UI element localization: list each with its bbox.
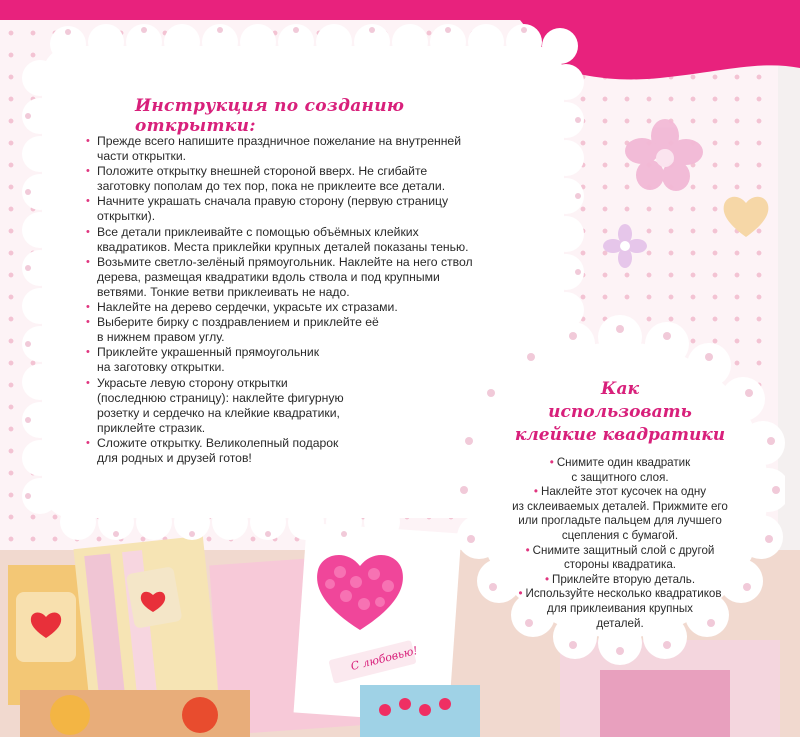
heart-icon [720, 192, 772, 240]
bullet: • [518, 587, 523, 601]
card-tag-text: С любовью! [349, 643, 419, 674]
instruction-step: • Приклейте украшенный прямоугольник на заготовку открытки. [86, 345, 526, 375]
howto-title: Как использовать клейкие квадратики [514, 379, 726, 445]
instruction-step: • Прежде всего напишите праздничное пожелание на внутренней части открытки. [86, 134, 526, 164]
howto-step-text: Приклейте вторую деталь. [552, 572, 696, 586]
howto-step-text: Наклейте этот кусочек на одну из склеиваемых деталей. Прижмите его или прогладьте пальцем для лучшего сцепления с бумагой. [512, 485, 728, 542]
bullet: • [525, 543, 530, 557]
howto-step-text: Используйте несколько квадратиков для приклеивания крупных деталей. [525, 587, 722, 630]
bullet: • [544, 572, 549, 586]
instruction-step: • Все детали приклеивайте с помощью объёмных клейких квадратиков. Места приклейки крупных деталей показаны тенью. [86, 225, 526, 255]
howto-step-text: Снимите защитный слой с другой стороны квадратика. [532, 543, 715, 572]
bullet: • [549, 456, 554, 469]
instruction-step: • Выберите бирку с поздравлением и приклейте её в нижнем правом углу. [86, 315, 526, 345]
howto-step [470, 587, 770, 631]
flower-icon [620, 118, 710, 193]
flower-icon [603, 222, 647, 270]
howto-step [470, 456, 770, 485]
instruction-step: • Украсьте левую сторону открытки (последнюю страницу): наклейте фигурную розетку и сердечко на клейкие квадратики, приклейте стразик. [86, 376, 526, 436]
bullet: • [533, 485, 538, 499]
howto-step [470, 573, 770, 588]
howto-step [470, 544, 770, 573]
instruction-step: • Положите открытку внешней стороной вверх. Не сгибайте заготовку пополам до тех пор, пока не приклеите все детали. [86, 164, 526, 194]
instruction-step: • Сложите открытку. Великолепный подарок для родных и друзей готов! [86, 436, 526, 466]
howto-step-text: Снимите один квадратик с защитного слоя. [556, 456, 691, 484]
howto-step [470, 485, 770, 543]
instruction-step: • Начните украшать сначала правую сторону (первую страницу открытки). [86, 194, 526, 224]
instruction-title: Инструкция по созданию открытки: [135, 96, 405, 136]
howto-list [470, 456, 770, 631]
instruction-step: • Наклейте на дерево сердечки, украсьте их стразами. [86, 300, 526, 315]
instruction-step: • Возьмите светло-зелёный прямоугольник. Наклейте на него ствол дерева, размещая квадратики вдоль ствола и под крупными ветвями. Тонкие ветви приклеивать не надо. [86, 255, 526, 300]
